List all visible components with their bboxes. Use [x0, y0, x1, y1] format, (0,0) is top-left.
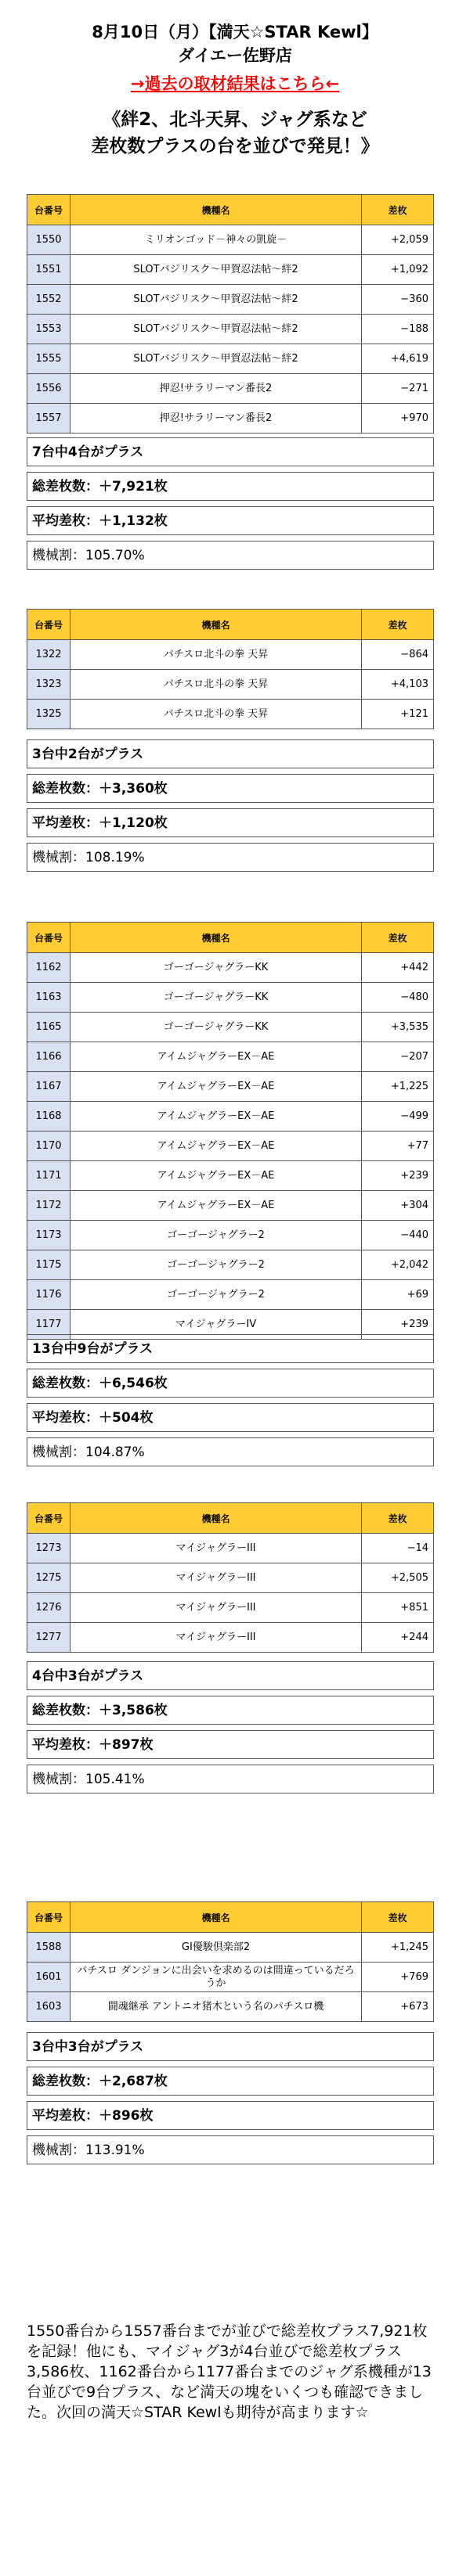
- coin-difference: +304: [362, 1191, 434, 1221]
- coin-difference: +239: [362, 1161, 434, 1191]
- machine-model: ゴーゴージャグラー2: [70, 1280, 362, 1310]
- plus-count-box: 4台中3台がプラス: [27, 1661, 434, 1690]
- machine-number: 1166: [27, 1042, 70, 1072]
- average-diff-box: 平均差枚：＋1,120枚: [27, 808, 434, 837]
- coin-difference: −271: [362, 374, 434, 404]
- machine-model: アイムジャグラーEX－AE: [70, 1042, 362, 1072]
- coin-difference: +1,092: [362, 255, 434, 285]
- coin-difference: −499: [362, 1102, 434, 1131]
- table-row: [27, 1013, 434, 1042]
- machine-number: 1163: [27, 983, 70, 1013]
- machine-model: アイムジャグラーEX－AE: [70, 1131, 362, 1161]
- machine-model: ゴーゴージャグラーKK: [70, 983, 362, 1013]
- coin-difference: −440: [362, 1221, 434, 1250]
- machine-number: 1325: [27, 700, 70, 729]
- machine-model: アイムジャグラーEX－AE: [70, 1161, 362, 1191]
- header-diff: 差枚: [362, 923, 434, 953]
- plus-count-box: 3台中2台がプラス: [27, 739, 434, 768]
- coin-difference: +1,225: [362, 1072, 434, 1102]
- average-diff-box: 平均差枚：＋1,132枚: [27, 506, 434, 535]
- average-diff-box: 平均差枚：＋896枚: [27, 2101, 434, 2130]
- machine-model: SLOTバジリスク～甲賀忍法帖～絆2: [70, 285, 362, 315]
- header-diff: 差枚: [362, 1503, 434, 1534]
- coin-difference: −188: [362, 315, 434, 344]
- header-number: 台番号: [27, 1902, 70, 1933]
- machine-model: マイジャグラーIII: [70, 1534, 362, 1563]
- coin-difference: +4,619: [362, 344, 434, 374]
- machine-model: マイジャグラーIV: [70, 1310, 362, 1340]
- plus-count-box: 7台中4台がプラス: [27, 437, 434, 466]
- plus-count-box: 3台中3台がプラス: [27, 2032, 434, 2061]
- machine-number: 1322: [27, 640, 70, 670]
- table-row: [27, 1534, 434, 1563]
- table-row: [27, 404, 434, 434]
- coin-difference: −480: [362, 983, 434, 1013]
- machine-model: パチスロ北斗の拳 天昇: [70, 670, 362, 700]
- coin-difference: −864: [362, 640, 434, 670]
- payout-rate-box: 機械割：108.19%: [27, 843, 434, 872]
- table-row: [27, 1191, 434, 1221]
- total-diff-box: 総差枚数：＋2,687枚: [27, 2067, 434, 2096]
- header-model: 機種名: [70, 923, 362, 953]
- machine-model: マイジャグラーIII: [70, 1623, 362, 1653]
- coin-difference: +673: [362, 1992, 434, 2022]
- coin-difference: +2,505: [362, 1563, 434, 1593]
- machine-model: マイジャグラーIII: [70, 1593, 362, 1623]
- coin-difference: −14: [362, 1534, 434, 1563]
- table-row: [27, 344, 434, 374]
- table-row: [27, 1042, 434, 1072]
- table-row: [27, 1250, 434, 1280]
- coin-difference: +769: [362, 1963, 434, 1992]
- table-row: [27, 1131, 434, 1161]
- machine-number: 1323: [27, 670, 70, 700]
- results-table: [27, 1901, 434, 2022]
- coin-difference: +851: [362, 1593, 434, 1623]
- machine-model: ゴーゴージャグラー2: [70, 1221, 362, 1250]
- machine-number: 1588: [27, 1933, 70, 1963]
- coin-difference: +244: [362, 1623, 434, 1653]
- results-table: [27, 609, 434, 729]
- machine-number: 1553: [27, 315, 70, 344]
- machine-number: 1173: [27, 1221, 70, 1250]
- table-header-row: [27, 195, 434, 225]
- machine-number: 1167: [27, 1072, 70, 1102]
- table-header-row: [27, 1902, 434, 1933]
- header-model: 機種名: [70, 1503, 362, 1534]
- machine-number: 1276: [27, 1593, 70, 1623]
- machine-model: GI優駿倶楽部2: [70, 1933, 362, 1963]
- machine-number: 1550: [27, 225, 70, 255]
- table-row: [27, 1161, 434, 1191]
- table-row: [27, 1593, 434, 1623]
- results-table: [27, 1502, 434, 1653]
- coin-difference: +2,059: [362, 225, 434, 255]
- machine-number: 1177: [27, 1310, 70, 1340]
- machine-model: SLOTバジリスク～甲賀忍法帖～絆2: [70, 255, 362, 285]
- report-header: [0, 0, 470, 160]
- table-row: [27, 700, 434, 729]
- machine-number: 1551: [27, 255, 70, 285]
- coin-difference: +121: [362, 700, 434, 729]
- table-row: [27, 1963, 434, 1992]
- average-diff-box: 平均差枚：＋504枚: [27, 1403, 434, 1432]
- machine-number: 1162: [27, 953, 70, 983]
- machine-number: 1168: [27, 1102, 70, 1131]
- results-table: [27, 922, 434, 1340]
- machine-model: 闘魂継承 アントニオ猪木という名のパチスロ機: [70, 1992, 362, 2022]
- machine-model: ゴーゴージャグラーKK: [70, 953, 362, 983]
- header-number: 台番号: [27, 610, 70, 640]
- machine-model: SLOTバジリスク～甲賀忍法帖～絆2: [70, 315, 362, 344]
- coin-difference: +69: [362, 1280, 434, 1310]
- table-row: [27, 640, 434, 670]
- header-number: 台番号: [27, 923, 70, 953]
- total-diff-box: 総差枚数：＋3,360枚: [27, 774, 434, 803]
- store-name: ダイエー佐野店: [178, 46, 292, 65]
- machine-number: 1172: [27, 1191, 70, 1221]
- machine-number: 1273: [27, 1534, 70, 1563]
- machine-number: 1275: [27, 1563, 70, 1593]
- results-table: [27, 194, 434, 434]
- machine-model: パチスロ北斗の拳 天昇: [70, 700, 362, 729]
- machine-number: 1175: [27, 1250, 70, 1280]
- headline-line-2: 差枚数プラスの台を並びで発見！》: [91, 136, 379, 157]
- header-model: 機種名: [70, 195, 362, 225]
- machine-number: 1171: [27, 1161, 70, 1191]
- report-date-title: 8月10日（月）【満天☆STAR Kewl】: [92, 23, 378, 41]
- table-row: [27, 1563, 434, 1593]
- table-row: [27, 1072, 434, 1102]
- machine-number: 1277: [27, 1623, 70, 1653]
- header-diff: 差枚: [362, 1902, 434, 1933]
- machine-number: 1603: [27, 1992, 70, 2022]
- machine-number: 1552: [27, 285, 70, 315]
- table-header-row: [27, 610, 434, 640]
- average-diff-box: 平均差枚：＋897枚: [27, 1730, 434, 1759]
- past-results-link[interactable]: →過去の取材結果はこちら←: [130, 74, 340, 93]
- header-number: 台番号: [27, 1503, 70, 1534]
- coin-difference: +77: [362, 1131, 434, 1161]
- header-diff: 差枚: [362, 195, 434, 225]
- machine-number: 1601: [27, 1963, 70, 1992]
- coin-difference: −360: [362, 285, 434, 315]
- machine-model: パチスロ北斗の拳 天昇: [70, 640, 362, 670]
- table-row: [27, 374, 434, 404]
- table-row: [27, 983, 434, 1013]
- total-diff-box: 総差枚数：＋7,921枚: [27, 472, 434, 501]
- table-row: [27, 953, 434, 983]
- header-diff: 差枚: [362, 610, 434, 640]
- coin-difference: +4,103: [362, 670, 434, 700]
- machine-number: 1165: [27, 1013, 70, 1042]
- headline-line-1: 《絆2、北斗天昇、ジャグ系など: [103, 110, 367, 130]
- machine-model: アイムジャグラーEX－AE: [70, 1102, 362, 1131]
- machine-model: マイジャグラーIII: [70, 1563, 362, 1593]
- table-row: [27, 1992, 434, 2022]
- total-diff-box: 総差枚数：＋6,546枚: [27, 1369, 434, 1398]
- coin-difference: −207: [362, 1042, 434, 1072]
- table-row: [27, 315, 434, 344]
- coin-difference: +442: [362, 953, 434, 983]
- table-row: [27, 1623, 434, 1653]
- machine-number: 1176: [27, 1280, 70, 1310]
- coin-difference: +2,042: [362, 1250, 434, 1280]
- machine-model: パチスロ ダンジョンに出会いを求めるのは間違っているだろうか: [70, 1963, 362, 1992]
- machine-model: 押忍!サラリーマン番長2: [70, 374, 362, 404]
- table-row: [27, 1102, 434, 1131]
- table-row: [27, 285, 434, 315]
- machine-model: 押忍!サラリーマン番長2: [70, 404, 362, 434]
- summary-text: 1550番台から1557番台までが並びで総差枚プラス7,921枚を記録！他にも、マイジャグ3が4台並びで総差枚プラス3,586枚、1162番台から1177番台までのジャグ系機種が13台並びで9台プラス、など満天の塊をいくつも確認できました。次回の満天☆STAR Kewlも期待が高まります☆: [27, 2322, 432, 2421]
- table-header-row: [27, 923, 434, 953]
- machine-number: 1170: [27, 1131, 70, 1161]
- machine-number: 1557: [27, 404, 70, 434]
- table-header-row: [27, 1503, 434, 1534]
- payout-rate-box: 機械割：104.87%: [27, 1437, 434, 1466]
- coin-difference: +1,245: [362, 1933, 434, 1963]
- plus-count-box: 13台中9台がプラス: [27, 1334, 434, 1363]
- coin-difference: +970: [362, 404, 434, 434]
- machine-number: 1555: [27, 344, 70, 374]
- table-row: [27, 255, 434, 285]
- payout-rate-box: 機械割：105.70%: [27, 541, 434, 570]
- table-row: [27, 1280, 434, 1310]
- header-model: 機種名: [70, 1902, 362, 1933]
- machine-model: ゴーゴージャグラー2: [70, 1250, 362, 1280]
- table-row: [27, 1221, 434, 1250]
- header-model: 機種名: [70, 610, 362, 640]
- machine-model: アイムジャグラーEX－AE: [70, 1191, 362, 1221]
- coin-difference: +3,535: [362, 1013, 434, 1042]
- table-row: [27, 225, 434, 255]
- total-diff-box: 総差枚数：＋3,586枚: [27, 1696, 434, 1725]
- coin-difference: +239: [362, 1310, 434, 1340]
- payout-rate-box: 機械割：113.91%: [27, 2135, 434, 2164]
- machine-model: アイムジャグラーEX－AE: [70, 1072, 362, 1102]
- table-row: [27, 1933, 434, 1963]
- payout-rate-box: 機械割：105.41%: [27, 1765, 434, 1793]
- table-row: [27, 670, 434, 700]
- machine-model: ミリオンゴッド－神々の凱旋－: [70, 225, 362, 255]
- machine-number: 1556: [27, 374, 70, 404]
- machine-model: SLOTバジリスク～甲賀忍法帖～絆2: [70, 344, 362, 374]
- machine-model: ゴーゴージャグラーKK: [70, 1013, 362, 1042]
- header-number: 台番号: [27, 195, 70, 225]
